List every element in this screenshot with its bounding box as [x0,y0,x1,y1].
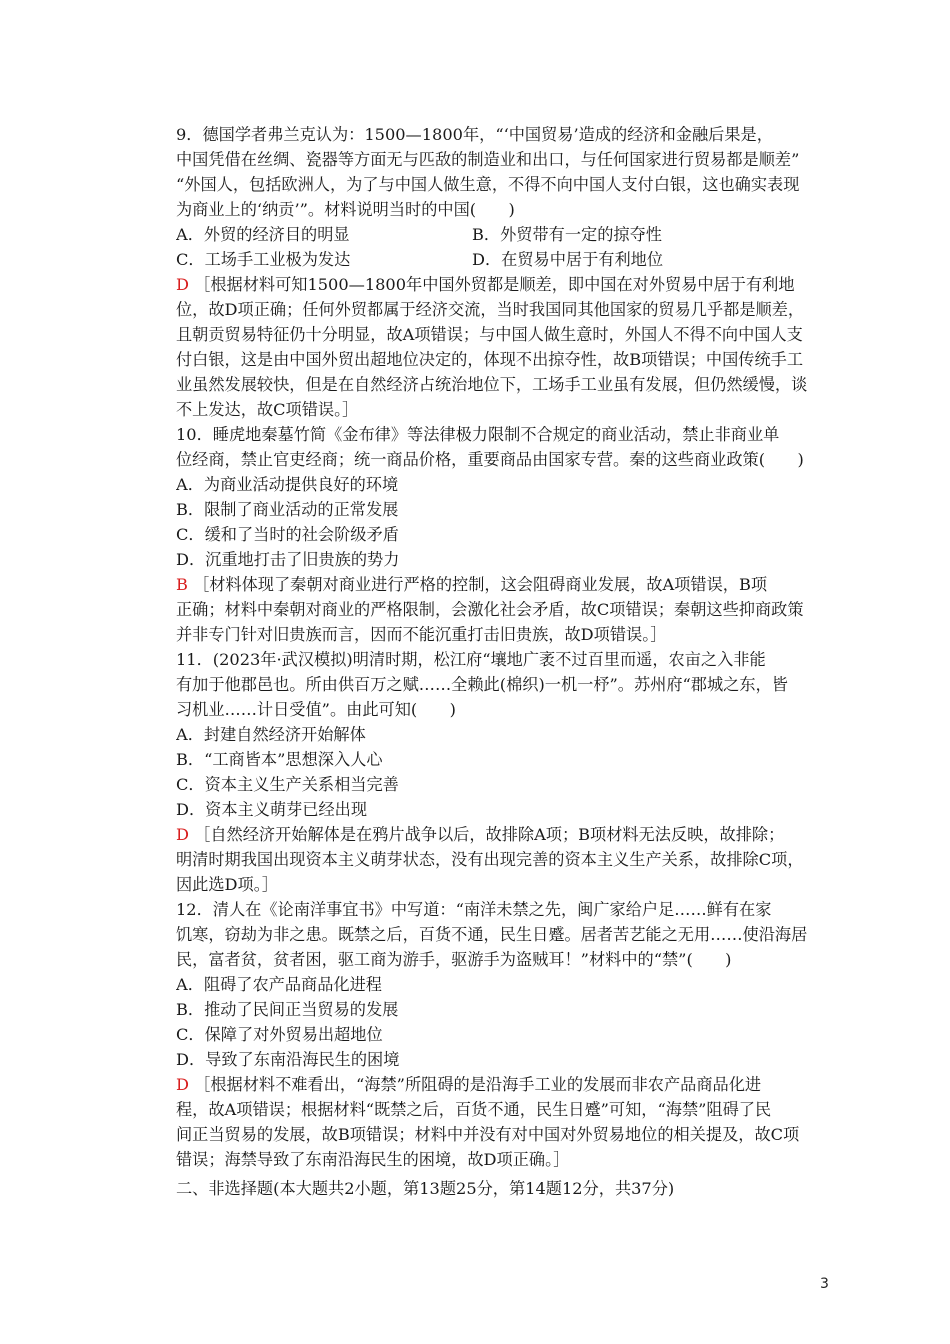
q11-stem-line: 11．(2023年·武汉模拟)明清时期，松江府“壤地广袤不过百里而遥，农亩之入非能 [176,650,766,669]
q11-explanation-line: D ［自然经济开始解体是在鸦片战争以后，故排除A项；B项材料无法反映，故排除； [176,825,785,844]
q12-option-c: C．保障了对外贸易出超地位 [176,1025,383,1044]
q10-option-a: A．为商业活动提供良好的环境 [176,475,399,494]
q11-stem-line: 习机业……计日受值”。由此可知( ) [176,700,456,719]
q10-answer: B [176,575,188,594]
q10-option-b: B．限制了商业活动的正常发展 [176,500,399,519]
q10-explanation-line: 正确；材料中秦朝对商业的严格限制，会激化社会矛盾，故C项错误；秦朝这些抑商政策 [176,600,804,619]
q11-explanation-line: 明清时期我国出现资本主义萌芽状态，没有出现完善的资本主义生产关系，故排除C项， [176,850,804,869]
q9-explanation-line: 业虽然发展较快，但是在自然经济占统治地位下，工场手工业虽有发展，但仍然缓慢，谈 [176,375,808,394]
q9-stem-line: “外国人，包括欧洲人，为了与中国人做生意，不得不向中国人支付白银，这也确实表现 [176,175,800,194]
q12-option-b: B．推动了民间正当贸易的发展 [176,1000,399,1019]
q9-option-a: A．外贸的经济目的明显 [176,225,350,244]
q11-option-c: C．资本主义生产关系相当完善 [176,775,399,794]
section-heading: 二、非选择题(本大题共2小题，第13题25分，第14题12分，共37分) [176,1179,675,1198]
q10-explanation-line: 并非专门针对旧贵族而言，因而不能沉重打击旧贵族，故D项错误。］ [176,625,667,644]
q10-option-c: C．缓和了当时的社会阶级矛盾 [176,525,399,544]
q9-stem-line: 中国凭借在丝绸、瓷器等方面无与匹敌的制造业和出口，与任何国家进行贸易都是顺差” [176,150,800,169]
q12-explanation-line: 间正当贸易的发展，故B项错误；材料中并没有对中国对外贸易地位的相关提及，故C项 [176,1125,800,1144]
q12-option-d: D．导致了东南沿海民生的困境 [176,1050,400,1069]
q10-option-d: D．沉重地打击了旧贵族的势力 [176,550,400,569]
q10-stem-line: 10．睡虎地秦墓竹简《金布律》等法律极力限制不合规定的商业活动，禁止非商业单 [176,425,780,444]
page-number: 3 [820,1276,829,1292]
q11-stem-line: 有加于他郡邑也。所由供百万之赋……全赖此(棉织)一机一杼”。苏州府“郡城之东，皆 [176,675,788,694]
q9-stem-line: 9．德国学者弗兰克认为：1500—1800年，“‘中国贸易’造成的经济和金融后果是， [176,125,773,144]
q12-explanation-line: 程，故A项错误；根据材料“既禁之后，百货不通，民生日蹙”可知，“海禁”阻碍了民 [176,1100,772,1119]
q9-explanation-line: D ［根据材料可知1500—1800年中国外贸都是顺差，即中国在对外贸易中居于有利地 [176,275,795,294]
q12-explanation-line: D ［根据材料不难看出，“海禁”所阻碍的是沿海手工业的发展而非农产品商品化进 [176,1075,762,1094]
q10-explanation-line: B ［材料体现了秦朝对商业进行严格的控制，这会阻碍商业发展，故A项错误，B项 [176,575,768,594]
q11-explanation-line: 因此选D项。］ [176,875,279,894]
q12-stem-line: 12．清人在《论南洋事宜书》中写道：“南洋未禁之先，闽广家给户足……鲜有在家 [176,900,772,919]
q11-option-b: B．“工商皆本”思想深入人心 [176,750,383,769]
q9-explanation-line: 位，故D项正确；任何外贸都属于经济交流，当时我国同其他国家的贸易几乎都是顺差， [176,300,805,319]
q11-option-a: A．封建自然经济开始解体 [176,725,366,744]
q12-answer: D [176,1075,189,1094]
q9-option-c: C．工场手工业极为发达 [176,250,351,269]
q11-option-d: D．资本主义萌芽已经出现 [176,800,368,819]
q10-stem-line: 位经商，禁止官吏经商；统一商品价格，重要商品由国家专营。秦的这些商业政策( ) [176,450,804,469]
q9-option-b: B．外贸带有一定的掠夺性 [472,225,662,244]
q12-option-a: A．阻碍了农产品商品化进程 [176,975,382,994]
q12-stem-line: 民，富者贫，贫者困，驱工商为游手，驱游手为盗贼耳！”材料中的“禁”( ) [176,950,732,969]
q9-option-d: D．在贸易中居于有利地位 [472,250,664,269]
q12-explanation-line: 错误；海禁导致了东南沿海民生的困境，故D项正确。］ [176,1150,570,1169]
q11-answer: D [176,825,189,844]
q9-explanation-line: 且朝贡贸易特征仍十分明显，故A项错误；与中国人做生意时，外国人不得不向中国人支 [176,325,803,344]
q9-explanation-line: 不上发达，故C项错误。］ [176,400,359,419]
q9-explanation-line: 付白银，这是由中国外贸出超地位决定的，体现不出掠夺性，故B项错误；中国传统手工 [176,350,804,369]
q9-stem-line: 为商业上的‘纳贡’”。材料说明当时的中国( ) [176,200,515,219]
q9-answer: D [176,275,189,294]
q12-stem-line: 饥寒，窃劫为非之患。既禁之后，百货不通，民生日蹙。居者苦艺能之无用……使沿海居 [176,925,808,944]
